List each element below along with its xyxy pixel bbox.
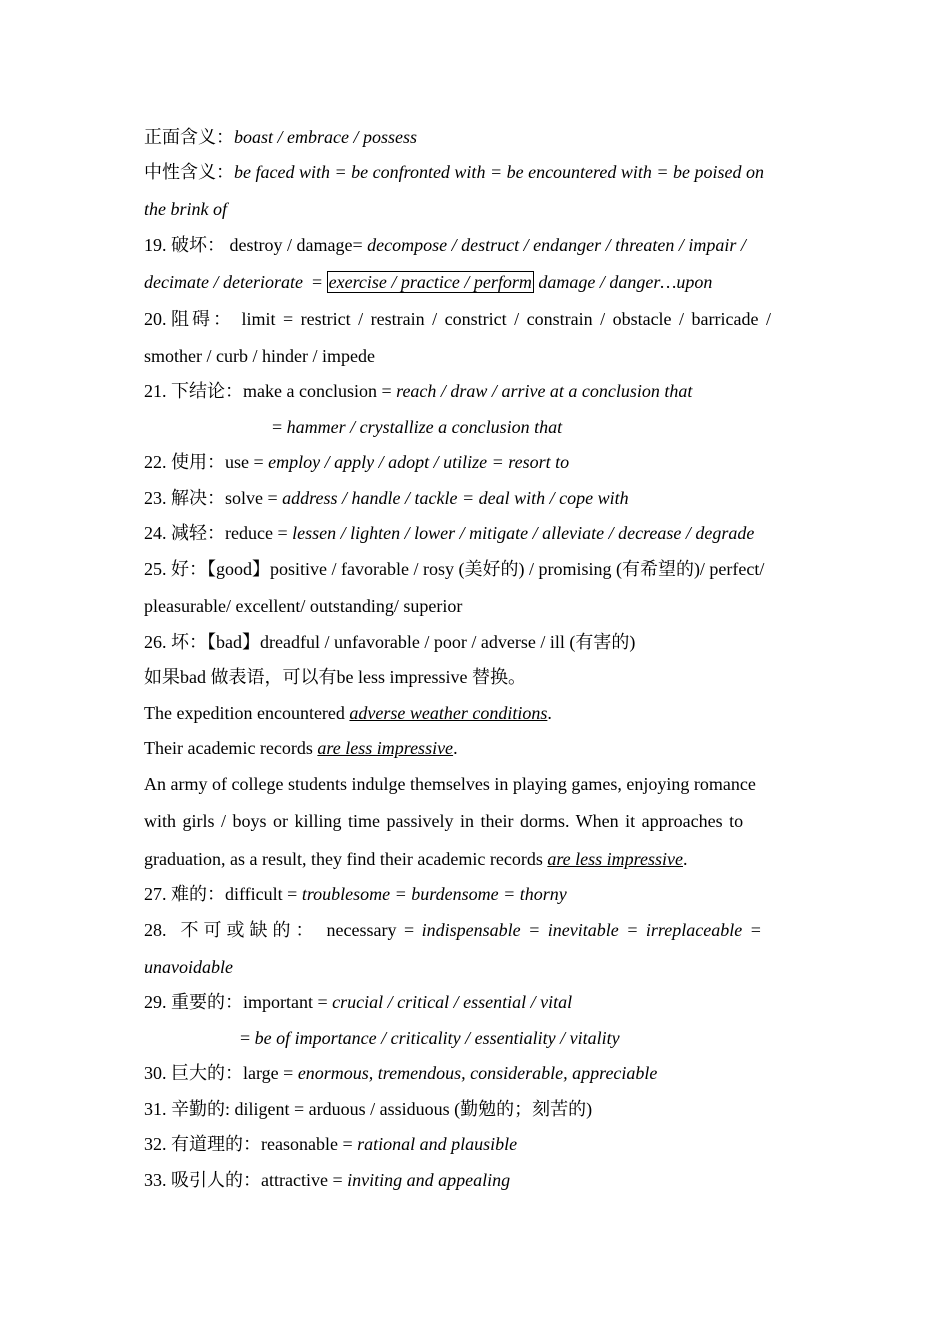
synonyms: crucial / critical / essential / vital	[332, 992, 573, 1012]
item-21-conclusion	[144, 377, 806, 405]
synonyms: boast / embrace / possess	[234, 127, 417, 147]
paragraph-line-1	[144, 770, 806, 798]
note-text: 如果bad 做表语，可以有be less impressive 替换。	[144, 667, 526, 687]
base-word: solve =	[225, 488, 283, 508]
item-29-important-cont	[240, 1024, 806, 1052]
sentence-end: .	[453, 738, 458, 758]
label-cn: 有道理的：	[171, 1134, 261, 1154]
label-cn: 正面含义：	[144, 127, 234, 147]
synonyms: employ / apply / adopt / utilize = resort to	[268, 452, 570, 472]
item-number: 23.	[144, 488, 171, 508]
label-cn: 中性含义：	[144, 162, 234, 182]
synonyms: limit = restrict / restrain / constrict / constrain / obstacle / barricade /	[234, 309, 771, 329]
item-32-reasonable	[144, 1130, 806, 1158]
synonyms-tail: damage / danger…upon	[533, 272, 713, 292]
label-cn: 巨大的：	[171, 1063, 243, 1083]
label-cn: 难的：	[171, 884, 225, 904]
base-word: attractive =	[261, 1170, 348, 1190]
item-28-necessary	[144, 916, 806, 944]
synonyms: indispensable = inevitable = irreplaceable =	[421, 920, 762, 940]
base-word: difficult =	[225, 884, 302, 904]
item-number: 21.	[144, 381, 171, 401]
neutral-meaning-line-cont	[144, 195, 806, 223]
item-number: 24.	[144, 523, 171, 543]
positive-meaning-line	[144, 123, 806, 151]
equals-sign: =	[272, 417, 287, 437]
item-text: 25. 好：【good】positive / favorable / rosy (美好的) / promising (有希望的)/ perfect/	[144, 559, 765, 579]
item-33-attractive	[144, 1166, 806, 1194]
boxed-phrase: exercise / practice / perform	[328, 272, 532, 292]
item-number: 19.	[144, 235, 171, 255]
equals-sign: =	[240, 1028, 255, 1048]
example-sentence-2	[144, 734, 806, 762]
example-sentence-1	[144, 699, 806, 727]
item-text: 26. 坏：【bad】dreadful / unfavorable / poor / adverse / ill (有害的)	[144, 632, 636, 652]
label-cn: 不可或缺的：	[180, 920, 319, 940]
item-22-use	[144, 448, 806, 476]
synonyms: lessen / lighten / lower / mitigate / alleviate / decrease / degrade	[292, 523, 755, 543]
item-21-conclusion-cont	[272, 413, 806, 441]
synonyms: rational and plausible	[357, 1134, 518, 1154]
label-cn: 破坏：	[171, 235, 225, 255]
synonyms: decimate / deteriorate	[144, 272, 303, 292]
paragraph-line-3	[144, 845, 806, 873]
label-cn: 减轻：	[171, 523, 225, 543]
item-20-hinder-cont	[144, 342, 806, 370]
synonyms: hammer / crystallize a conclusion that	[286, 417, 563, 437]
item-25-good-cont	[144, 592, 806, 620]
sentence-end: .	[683, 849, 688, 869]
item-number: 30.	[144, 1063, 171, 1083]
item-19-destroy	[144, 231, 806, 259]
item-27-difficult	[144, 880, 806, 908]
underlined-phrase: are less impressive	[547, 849, 683, 869]
sentence-start: Their academic records	[144, 738, 318, 758]
paragraph-line-2	[144, 807, 806, 835]
sentence-start: graduation, as a result, they find their academic records	[144, 849, 548, 869]
label-cn: 阻碍：	[171, 309, 234, 329]
paragraph-text: An army of college students indulge themselves in playing games, enjoying romance	[144, 774, 756, 794]
label-cn: 吸引人的：	[171, 1170, 261, 1190]
item-number: 32.	[144, 1134, 171, 1154]
equals-sign: =	[302, 272, 327, 292]
item-24-reduce	[144, 519, 806, 547]
synonyms: be of importance / criticality / essentiality / vitality	[254, 1028, 620, 1048]
item-number: 28.	[144, 920, 167, 940]
item-19-destroy-cont	[144, 268, 806, 296]
item-number: 20.	[144, 309, 171, 329]
synonyms: troublesome = burdensome = thorny	[301, 884, 567, 904]
underlined-phrase: are less impressive	[317, 738, 454, 758]
note-line	[144, 663, 806, 691]
paragraph-text: with girls / boys or killing time passively in their dorms. When it approaches to	[144, 811, 744, 831]
base-word: use =	[225, 452, 269, 472]
label-cn: 下结论：	[171, 381, 243, 401]
synonyms: reach / draw / arrive at a conclusion that	[396, 381, 693, 401]
neutral-meaning-line	[144, 158, 806, 186]
item-number: 29.	[144, 992, 171, 1012]
synonyms: smother / curb / hinder / impede	[144, 346, 375, 366]
item-31-diligent	[144, 1095, 806, 1123]
item-20-hinder	[144, 305, 806, 333]
base-word: destroy / damage=	[225, 235, 368, 255]
base-word: large =	[243, 1063, 298, 1083]
label-cn: 解决：	[171, 488, 225, 508]
synonyms: inviting and appealing	[347, 1170, 511, 1190]
label-cn: 使用：	[171, 452, 225, 472]
underlined-phrase: adverse weather conditions	[349, 703, 548, 723]
synonyms: unavoidable	[144, 957, 233, 977]
synonyms: address / handle / tackle = deal with / cope with	[282, 488, 629, 508]
item-23-solve	[144, 484, 806, 512]
synonyms: decompose / destruct / endanger / threaten / impair /	[367, 235, 746, 255]
base-word: necessary =	[326, 920, 422, 940]
item-25-good	[144, 555, 806, 583]
synonyms: be faced with = be confronted with = be encountered with = be poised on	[234, 162, 765, 182]
synonyms: the brink of	[144, 199, 227, 219]
base-word: reduce =	[225, 523, 293, 543]
base-word: important =	[243, 992, 333, 1012]
base-word: make a conclusion =	[243, 381, 397, 401]
item-30-large	[144, 1059, 806, 1087]
item-28-necessary-cont	[144, 953, 806, 981]
sentence-start: The expedition encountered	[144, 703, 350, 723]
item-number: 27.	[144, 884, 171, 904]
item-26-bad	[144, 628, 806, 656]
sentence-end: .	[547, 703, 552, 723]
item-number: 22.	[144, 452, 171, 472]
item-number: 33.	[144, 1170, 171, 1190]
base-word: reasonable =	[261, 1134, 358, 1154]
item-29-important	[144, 988, 806, 1016]
item-text: pleasurable/ excellent/ outstanding/ superior	[144, 596, 463, 616]
synonyms: enormous, tremendous, considerable, appreciable	[297, 1063, 658, 1083]
label-cn: 重要的：	[171, 992, 243, 1012]
item-text: 31. 辛勤的: diligent = arduous / assiduous (勤勉的；刻苦的)	[144, 1099, 593, 1119]
